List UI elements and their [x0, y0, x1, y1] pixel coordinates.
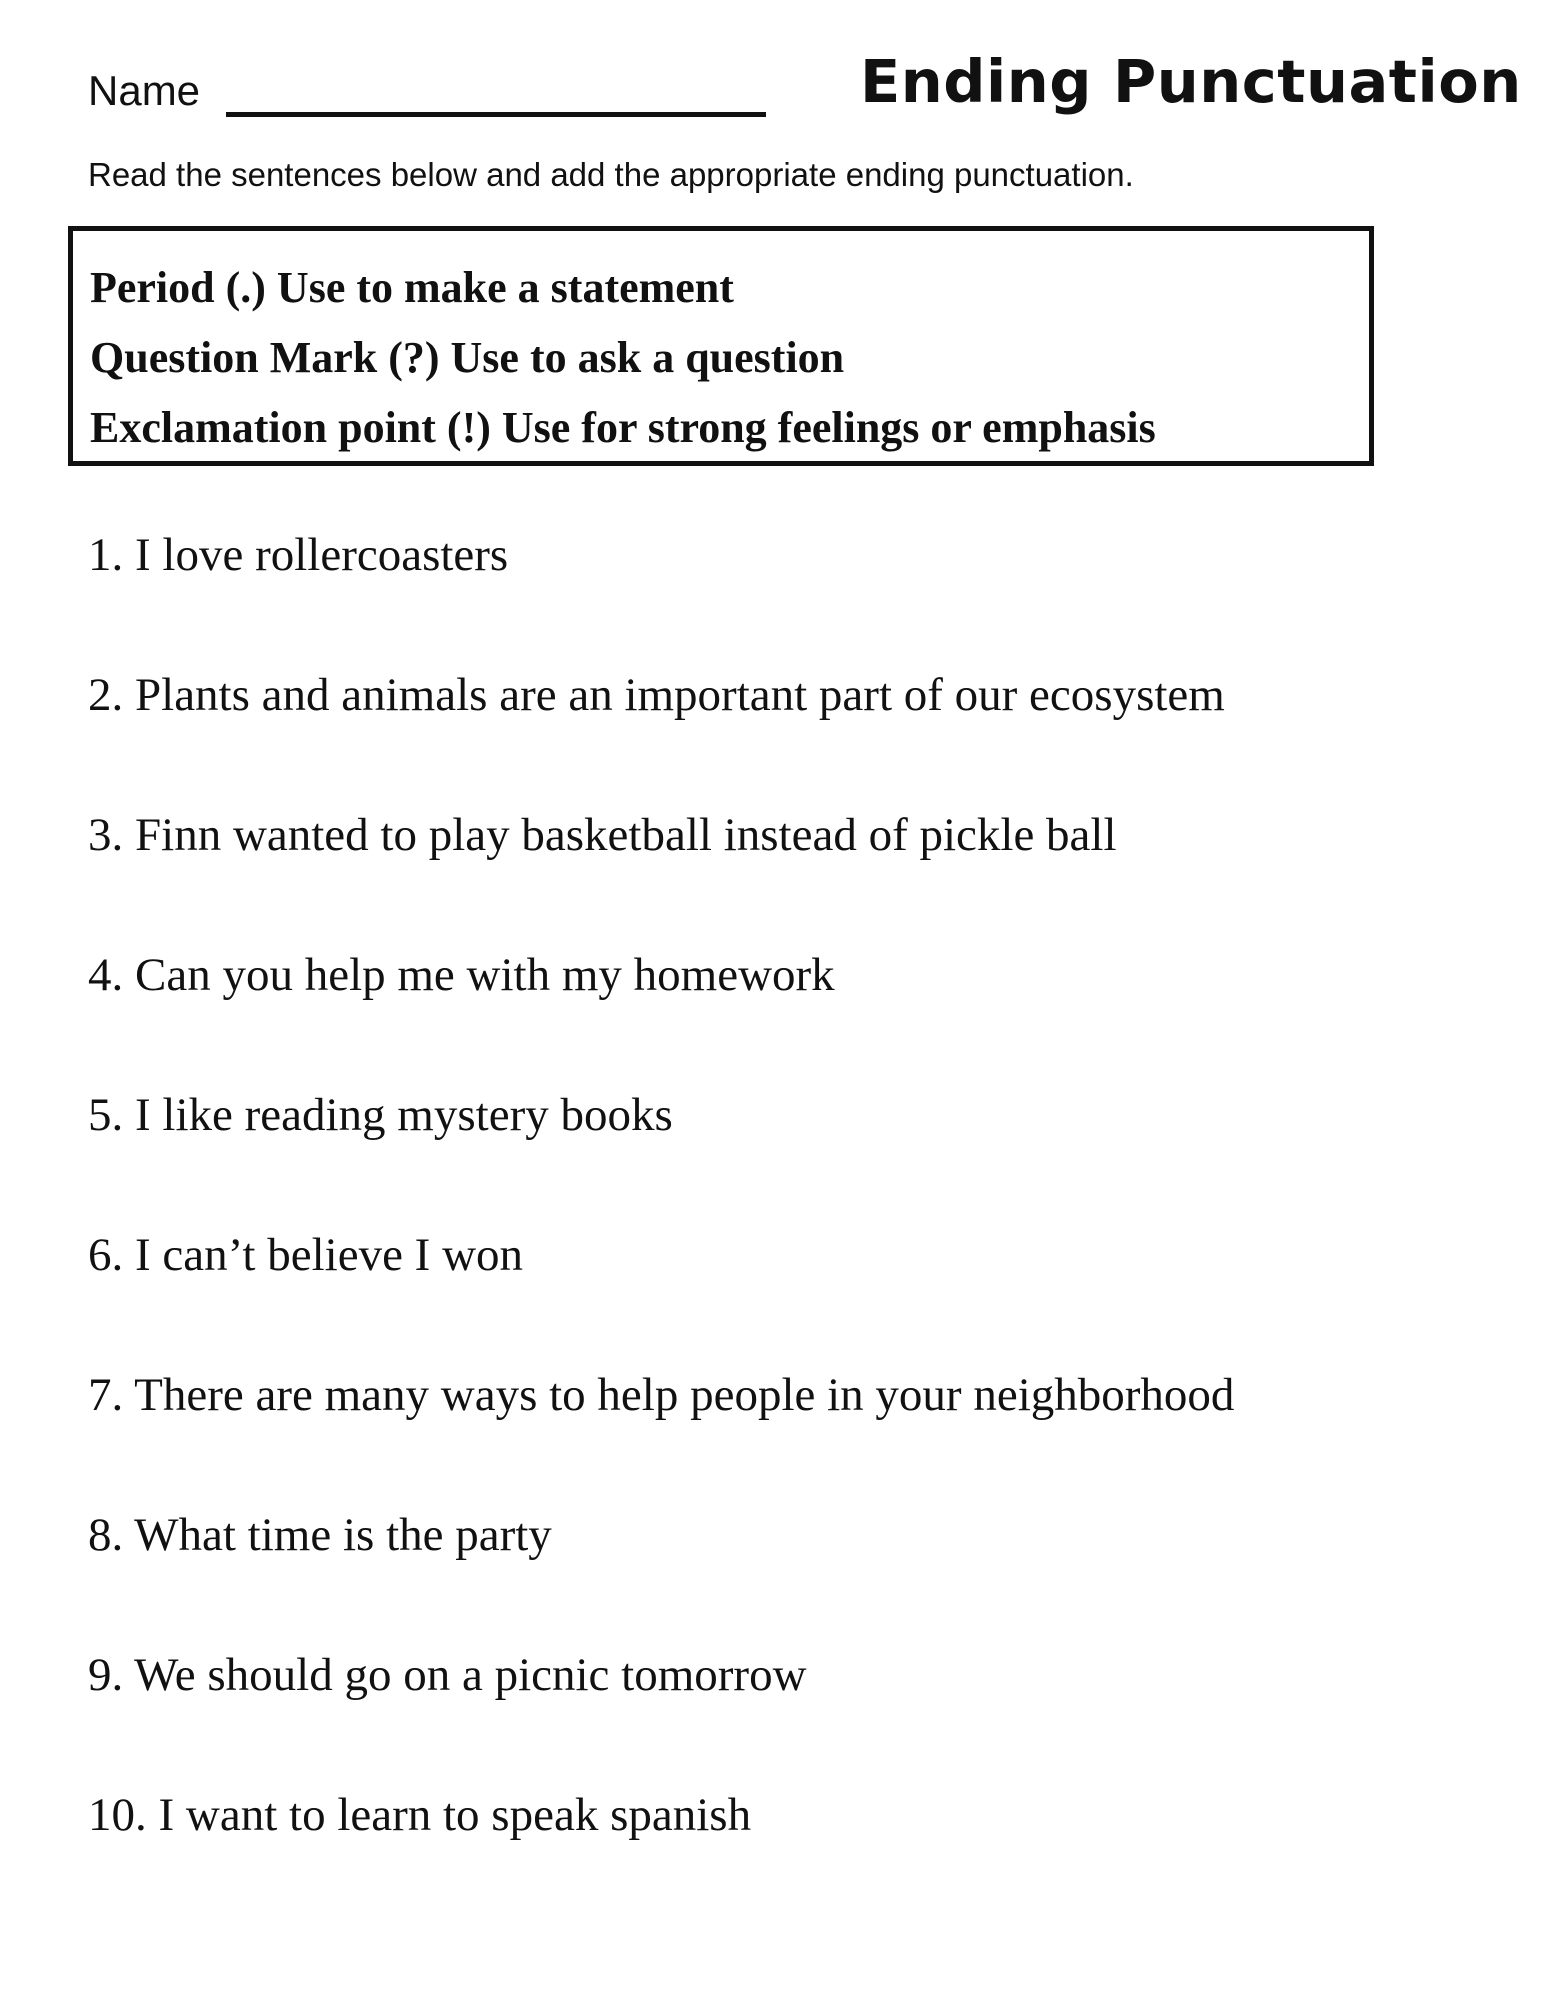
rule-question-mark: Question Mark (?) Use to ask a question [90, 333, 845, 382]
sentence-list [88, 525, 1234, 1925]
sentence-item: 8. What time is the party [88, 1509, 552, 1561]
sentence-item: 5. I like reading mystery books [88, 1089, 673, 1141]
worksheet-title: Ending Punctuation [860, 47, 1522, 116]
sentence-item: 2. Plants and animals are an important part of our ecosystem [88, 669, 1225, 721]
sentence-item: 9. We should go on a picnic tomorrow [88, 1649, 807, 1701]
sentence-item: 6. I can’t believe I won [88, 1229, 524, 1281]
punctuation-rules-box [68, 226, 1374, 466]
sentence-item: 7. There are many ways to help people in your neighborhood [88, 1369, 1235, 1421]
name-label: Name [88, 67, 201, 114]
sentence-item: 1. I love rollercoasters [88, 529, 509, 581]
rule-period: Period (.) Use to make a statement [90, 263, 734, 312]
instructions-text: Read the sentences below and add the appropriate ending punctuation. [88, 156, 1134, 193]
rule-exclamation-point: Exclamation point (!) Use for strong feelings or emphasis [90, 403, 1156, 452]
sentence-item: 3. Finn wanted to play basketball instead of pickle ball [88, 809, 1117, 861]
sentence-item: 4. Can you help me with my homework [88, 949, 835, 1001]
sentence-item: 10. I want to learn to speak spanish [88, 1789, 752, 1841]
name-blank-line[interactable] [226, 112, 766, 117]
